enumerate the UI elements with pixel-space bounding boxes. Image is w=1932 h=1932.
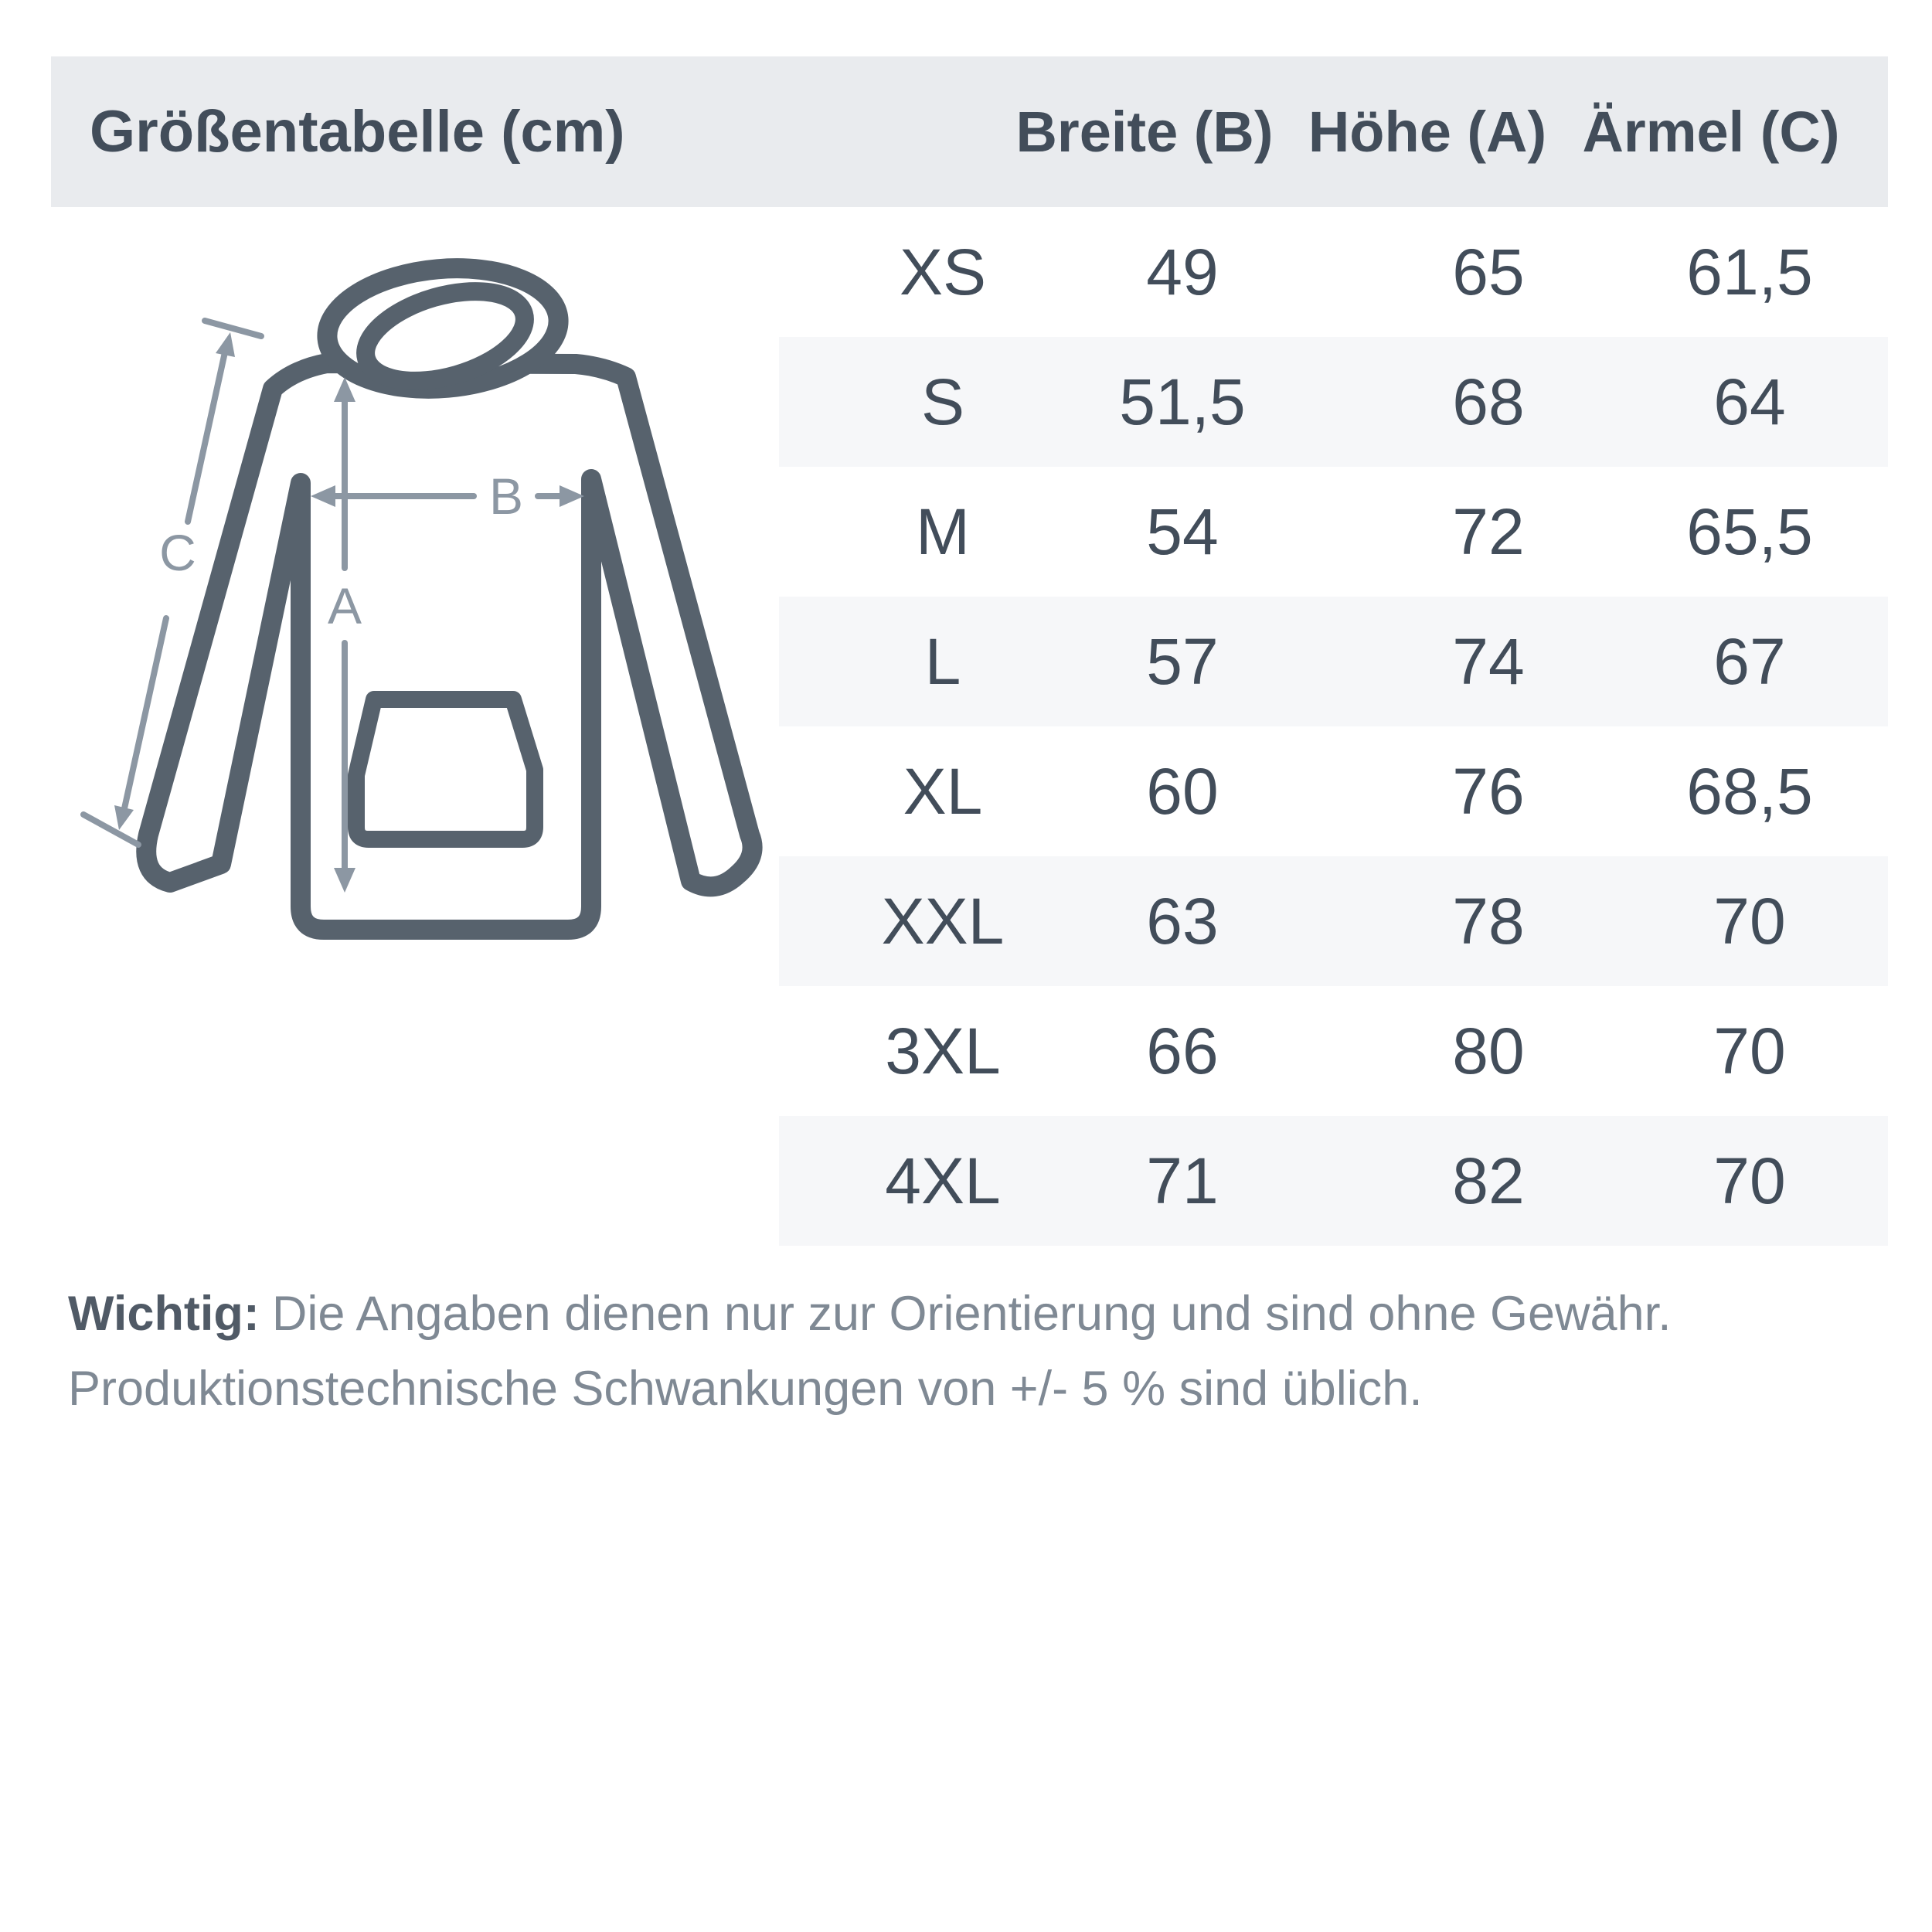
breite-value: 49 <box>1146 236 1219 308</box>
aermel-value: 70 <box>1713 1015 1786 1087</box>
page-title: Größentabelle (cm) <box>90 99 625 165</box>
size-table <box>779 207 1888 1246</box>
table-row <box>779 337 1888 467</box>
column-header-hoehe: Höhe (A) <box>1308 100 1547 164</box>
hoehe-value: 72 <box>1452 495 1525 568</box>
aermel-value: 70 <box>1713 885 1786 957</box>
breite-value: 54 <box>1146 495 1219 568</box>
table-row <box>779 1116 1888 1246</box>
breite-value: 63 <box>1146 885 1219 957</box>
disclaimer-line-2: Produktionstechnische Schwankungen von +/- 5 % sind üblich. <box>68 1362 1423 1416</box>
table-row <box>779 726 1888 856</box>
hoodie-measurement-diagram <box>62 216 796 951</box>
disclaimer-text-1: Die Angaben dienen nur zur Orientierung und sind ohne Gewähr. <box>271 1287 1672 1341</box>
kangaroo-pocket <box>356 699 535 839</box>
c-arrowhead-bottom <box>114 805 134 830</box>
disclaimer-label: Wichtig: <box>68 1287 260 1341</box>
hoehe-value: 78 <box>1452 885 1525 957</box>
c-line-upper <box>188 352 225 522</box>
c-arrowhead-top <box>216 332 235 357</box>
disclaimer <box>68 1277 1869 1427</box>
aermel-value: 70 <box>1713 1145 1786 1217</box>
breite-value: 66 <box>1146 1015 1219 1087</box>
disclaimer-line-1 <box>68 1277 1869 1352</box>
dimension-label-b: B <box>488 468 524 525</box>
size-label: M <box>916 495 970 568</box>
aermel-value: 61,5 <box>1686 236 1813 308</box>
hoehe-value: 74 <box>1452 625 1525 698</box>
column-header-aermel: Ärmel (C) <box>1582 100 1840 164</box>
hoehe-value: 68 <box>1452 366 1525 438</box>
hoehe-value: 80 <box>1452 1015 1525 1087</box>
aermel-value: 68,5 <box>1686 755 1813 828</box>
size-label: XXL <box>881 885 1005 957</box>
table-row <box>779 597 1888 726</box>
size-label: 3XL <box>885 1015 1001 1087</box>
table-header-bar <box>51 56 1888 207</box>
breite-value: 51,5 <box>1119 366 1246 438</box>
table-row <box>779 467 1888 597</box>
size-label: L <box>924 625 961 698</box>
table-row <box>779 986 1888 1116</box>
size-table-rows <box>779 207 1888 1246</box>
dimension-label-c: C <box>159 524 196 581</box>
size-label: XS <box>899 236 987 308</box>
hoehe-value: 76 <box>1452 755 1525 828</box>
breite-value: 60 <box>1146 755 1219 828</box>
breite-value: 57 <box>1146 625 1219 698</box>
size-label: 4XL <box>885 1145 1001 1217</box>
c-tick-top <box>205 321 261 336</box>
size-label: XL <box>903 755 983 828</box>
breite-value: 71 <box>1146 1145 1219 1217</box>
column-header-breite: Breite (B) <box>1015 100 1274 164</box>
hoehe-value: 65 <box>1452 236 1525 308</box>
aermel-value: 64 <box>1713 366 1786 438</box>
c-tick-bottom <box>83 815 138 845</box>
aermel-value: 67 <box>1713 625 1786 698</box>
size-label: S <box>920 366 965 438</box>
aermel-value: 65,5 <box>1686 495 1813 568</box>
hoehe-value: 82 <box>1452 1145 1525 1217</box>
table-row <box>779 856 1888 986</box>
table-row <box>779 207 1888 337</box>
dimension-label-a: A <box>327 577 362 634</box>
